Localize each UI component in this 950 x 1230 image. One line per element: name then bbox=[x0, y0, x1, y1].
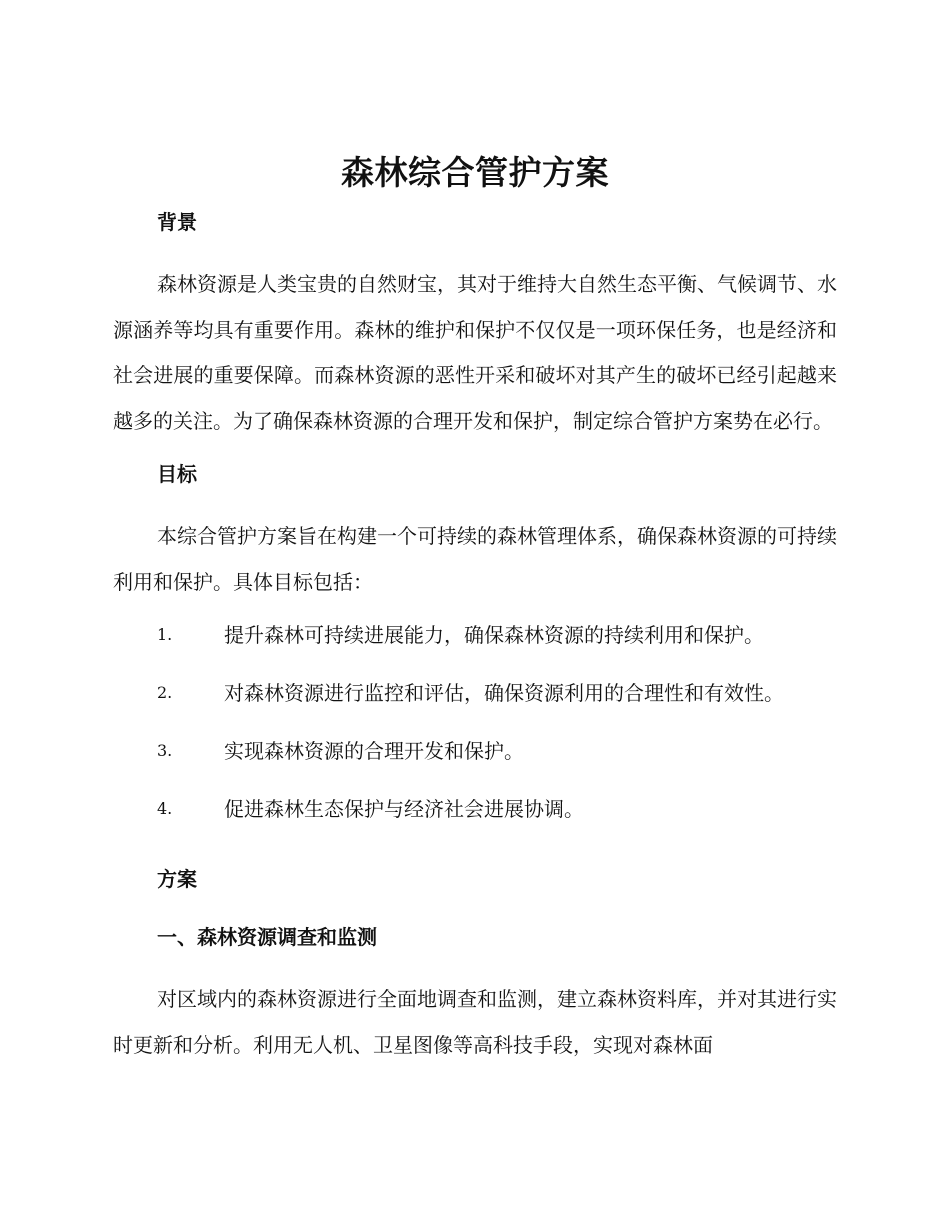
goals-paragraph: 本综合管护方案旨在构建一个可持续的森林管理体系，确保森林资源的可持续利用和保护。具体目标包括： bbox=[113, 524, 837, 594]
subsection-heading-survey: 一、森林资源调查和监测 bbox=[157, 925, 377, 949]
list-item-text: 提升森林可持续进展能力，确保森林资源的持续利用和保护。 bbox=[224, 623, 764, 647]
list-item bbox=[113, 733, 837, 791]
list-item-text: 促进森林生态保护与经济社会进展协调。 bbox=[224, 797, 584, 821]
section-heading-plan: 方案 bbox=[157, 867, 197, 891]
list-item-number: 4. bbox=[157, 799, 173, 818]
list-item-number: 1. bbox=[157, 625, 173, 644]
survey-paragraph: 对区域内的森林资源进行全面地调查和监测，建立森林资料库，并对其进行实时更新和分析。利用无人机、卫星图像等高科技手段，实现对森林面 bbox=[113, 987, 837, 1057]
list-item-number: 2. bbox=[157, 683, 173, 702]
list-item bbox=[113, 617, 837, 675]
section-heading-goals: 目标 bbox=[157, 462, 197, 486]
list-item bbox=[113, 791, 837, 849]
goals-list bbox=[113, 617, 837, 849]
document-body bbox=[113, 204, 837, 1080]
list-item-number: 3. bbox=[157, 741, 173, 760]
list-item bbox=[113, 675, 837, 733]
list-item-text: 实现森林资源的合理开发和保护。 bbox=[224, 739, 524, 763]
section-heading-background: 背景 bbox=[157, 210, 197, 234]
list-item-text: 对森林资源进行监控和评估，确保资源利用的合理性和有效性。 bbox=[224, 681, 784, 705]
document-title: 森林综合管护方案 bbox=[341, 153, 609, 192]
background-paragraph: 森林资源是人类宝贵的自然财宝，其对于维持大自然生态平衡、气候调节、水源涵养等均具有重要作用。森林的维护和保护不仅仅是一项环保任务，也是经济和社会进展的重要保障。而森林资源的恶性开采和破坏对其产生的破坏已经引起越来越多的关注。为了确保森林资源的合理开发和保护，制定综合管护方案势在必行。 bbox=[113, 272, 837, 433]
